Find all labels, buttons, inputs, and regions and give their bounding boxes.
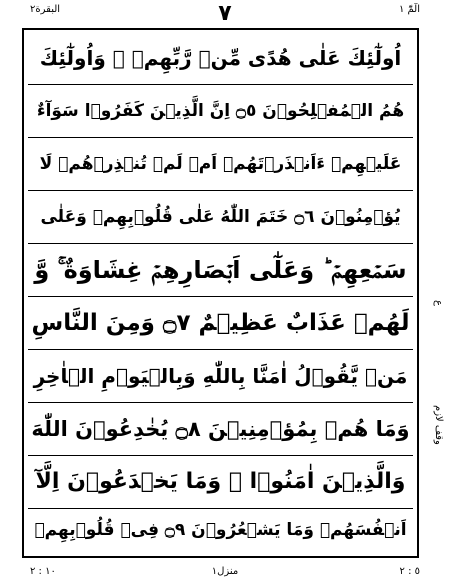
text-frame <box>22 28 419 558</box>
verse-line <box>28 32 413 84</box>
verse-line <box>28 403 413 455</box>
verse-line <box>28 350 413 402</box>
surah-label: البقرة٢ <box>30 4 61 15</box>
footer-center: منزل١ <box>211 566 239 577</box>
footer-right: ٥ : ٢ <box>399 566 420 577</box>
verse-line-text: عَلَيۡهِمۡ ءَاَنۡذَرۡتَهُمۡ اَمۡ لَمۡ تُنۡذِرۡهُمۡ لَا <box>39 154 402 174</box>
verse-line <box>28 244 413 296</box>
verse-line-text: وَمَا هُمۡ بِمُؤۡمِنِيۡنَ ۝٨ يُخٰدِعُوۡنَ اللّٰهَ <box>31 417 410 441</box>
ruku-mark: ع <box>433 300 444 306</box>
verse-line-text: وَالَّذِيۡنَ اٰمَنُوۡا ۚ وَمَا يَخۡدَعُوۡنَ اِلَّآ <box>35 469 406 494</box>
page-number: ٧ <box>218 1 232 26</box>
verse-line-text: مَنۡ يَّقُوۡلُ اٰمَنَّا بِاللّٰهِ وَبِالۡيَوۡمِ الۡاٰخِرِ <box>33 364 408 388</box>
verse-line <box>28 191 413 243</box>
verse-line <box>28 297 413 349</box>
verse-line <box>28 504 413 556</box>
verse-line <box>28 85 413 137</box>
verse-line <box>28 456 413 508</box>
verse-line-text: اَنۡفُسَهُمۡ وَمَا يَشۡعُرُوۡنَ ۝٩ فِىۡ قُلُوۡبِهِمۡ <box>34 520 407 540</box>
verse-line-text: اُولٰٓئِكَ عَلٰى هُدًى مِّنۡ رَّبِّهِمۡ ۚ وَاُولٰٓئِكَ <box>39 46 402 70</box>
verse-line-text: يُؤۡمِنُوۡنَ ۝٦ خَتَمَ اللّٰهُ عَلٰى قُلُوۡبِهِمۡ وَعَلٰى <box>40 207 401 227</box>
footer-left: ١٠ : ٢ <box>30 566 56 577</box>
verse-line-text: سَمۡعِهِمۡ ؕ وَعَلٰٓى اَبۡصَارِهِمۡ غِشَاوَةٌ ۚ وَّ <box>34 256 407 284</box>
verse-line <box>28 138 413 190</box>
juz-label: الٓمّٓ ١ <box>398 4 420 15</box>
verse-line-text: هُمُ الۡمُفۡلِحُوۡنَ ۝٥ اِنَّ الَّذِيۡنَ كَفَرُوۡا سَوَآءٌ <box>36 101 405 121</box>
verse-line-text: لَهُمۡ عَذَابٌ عَظِيۡمٌ ۝٧ وَمِنَ النَّاسِ <box>31 310 410 336</box>
waqf-note: وقف لازم <box>433 405 444 445</box>
